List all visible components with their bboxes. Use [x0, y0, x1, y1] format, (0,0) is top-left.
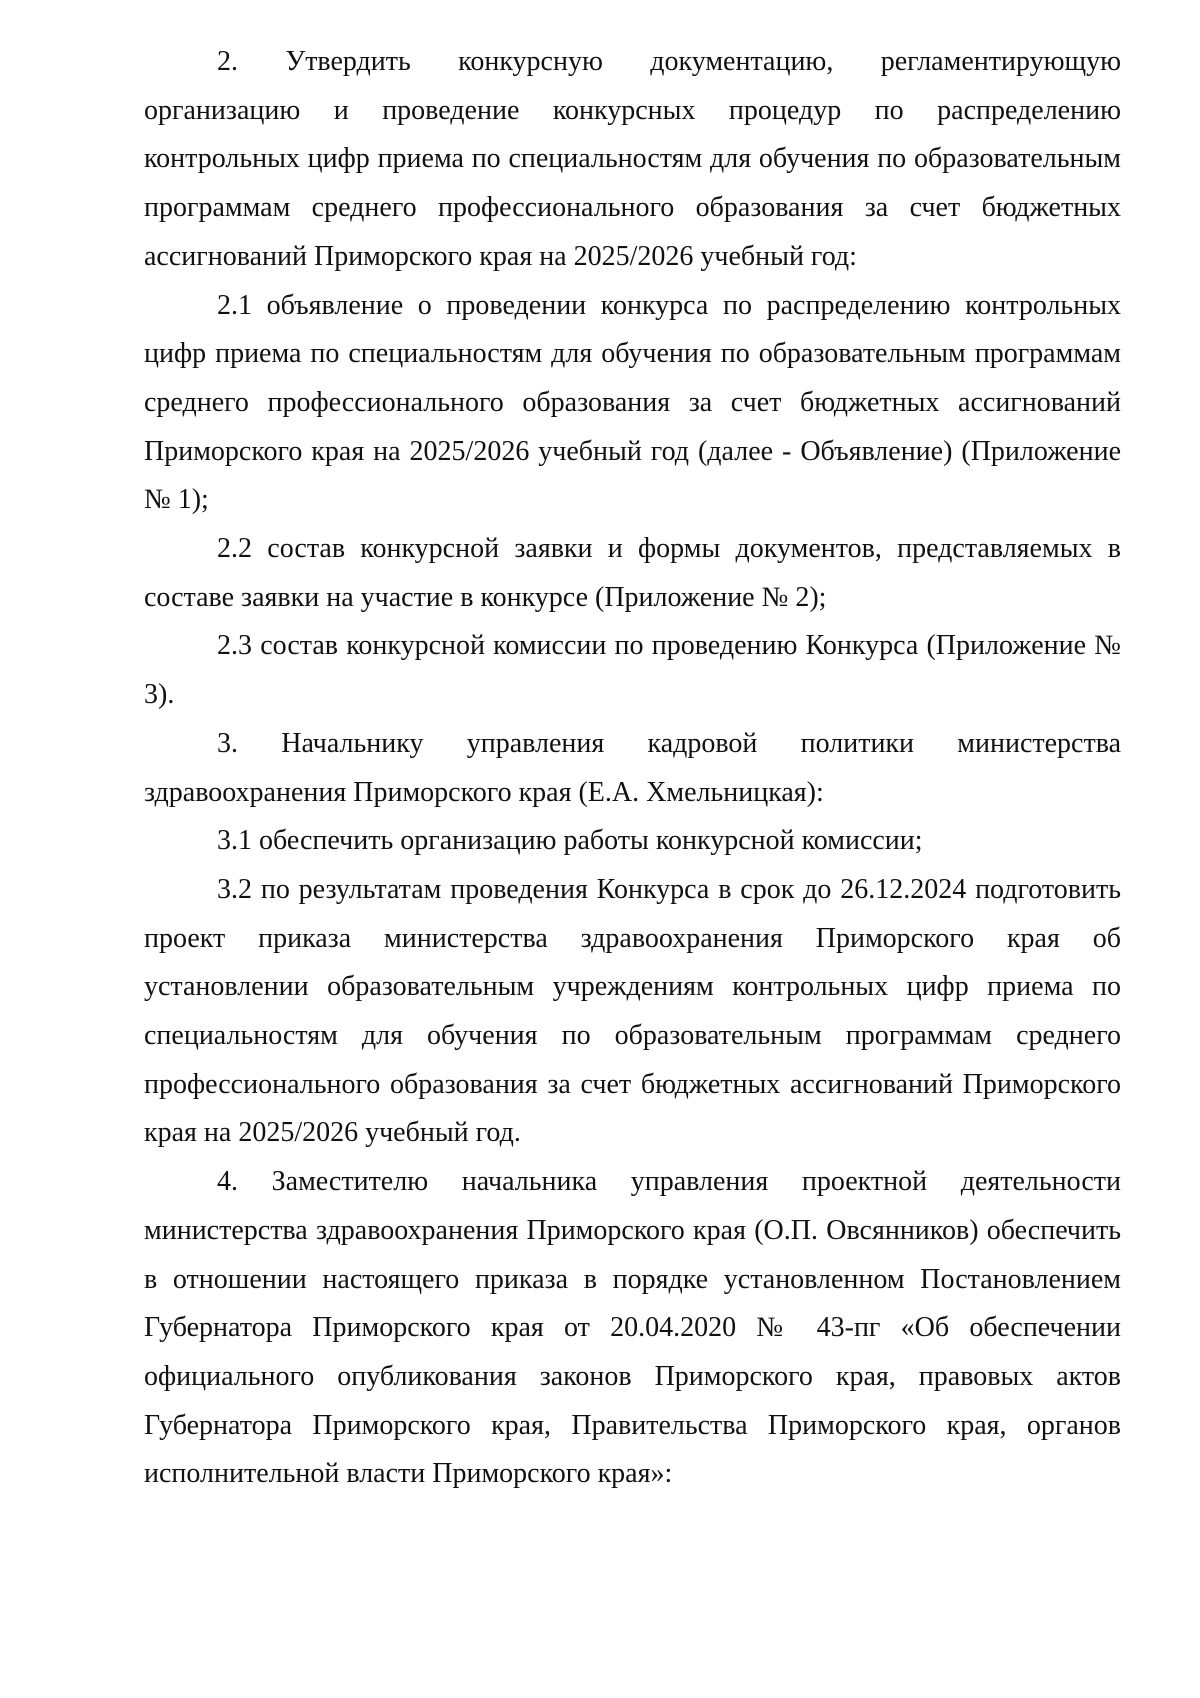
document-body — [144, 38, 1121, 1499]
paragraph-item-4: 4. Заместителю начальника управления проектной деятельности министерства здравоохранения Приморского края (О.П. Овсянников) обеспечить в отношении настоящего приказа в порядке установленном Постановлением Губернатора Приморского края от 20.04.2020 № 43-пг «Об обеспечении официального опубликования законов Приморского края, правовых актов Губернатора Приморского края, Правительства Приморского края, органов исполнительной власти Приморского края»: — [144, 1166, 1121, 1490]
paragraph-item-2: 2. Утвердить конкурсную документацию, регламентирующую организацию и проведение конкурсных процедур по распределению контрольных цифр приема по специальностям для обучения по образовательным программам среднего профессионального образования за счет бюджетных ассигнований Приморского края на 2025/2026 учебный год: — [144, 46, 1121, 272]
paragraph-item-3: 3. Начальнику управления кадровой политики министерства здравоохранения Приморского края (Е.А. Хмельницкая): — [144, 727, 1121, 808]
paragraph-item-2-1: 2.1 объявление о проведении конкурса по распределению контрольных цифр приема по специальностям для обучения по образовательным программам среднего профессионального образования за счет бюджетных ассигнований Приморского края на 2025/2026 учебный год (далее - Объявление) (Приложение № 1); — [144, 289, 1121, 516]
paragraph-item-3-1: 3.1 обеспечить организацию работы конкурсной комиссии; — [217, 825, 923, 857]
paragraph-item-2-3: 2.3 состав конкурсной комиссии по проведению Конкурса (Приложение № 3). — [144, 630, 1121, 711]
paragraph-item-3-2: 3.2 по результатам проведения Конкурса в срок до 26.12.2024 подготовить проект приказа министерства здравоохранения Приморского края об установлении образовательным учреждениям контрольных цифр приема по специальностям для обучения по образовательным программам среднего профессионального образования за счет бюджетных ассигнований Приморского края на 2025/2026 учебный год. — [144, 873, 1121, 1149]
paragraph-item-2-2: 2.2 состав конкурсной заявки и формы документов, представляемых в составе заявки на участие в конкурсе (Приложение № 2); — [144, 533, 1121, 613]
